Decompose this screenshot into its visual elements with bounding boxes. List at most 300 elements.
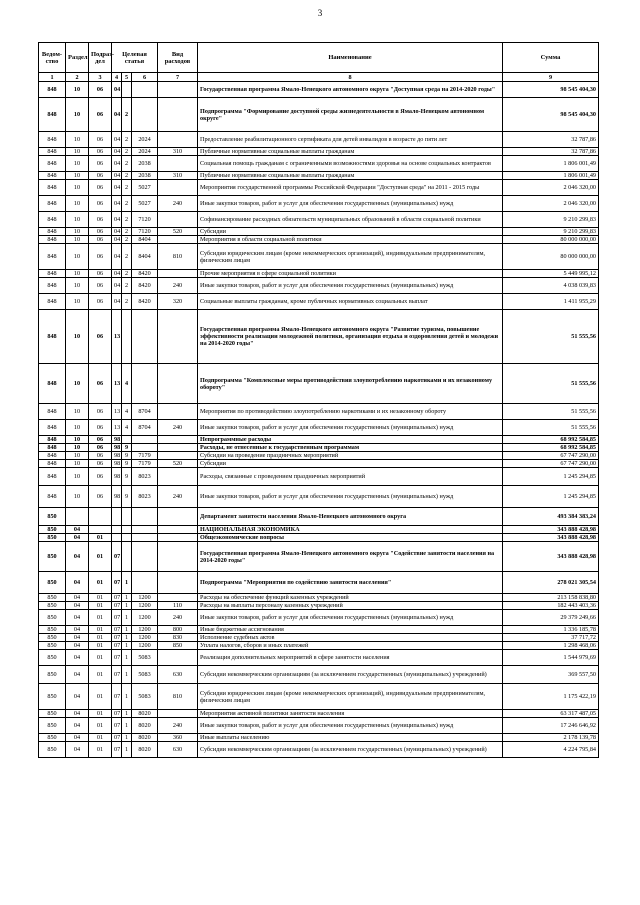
cell-sum: 1 245 294,85 [503,468,599,486]
cell-target-program: 04 [112,148,122,156]
table-row [39,460,599,468]
cell-razdel: 10 [66,132,89,148]
cell-vid [158,468,198,486]
cell-target-subprogram: 1 [122,594,132,602]
cell-name: Иные закупки товаров, работ и услуг для обеспечения государственных (муниципальных) нужд [198,486,503,508]
cell-target-code: 5083 [132,684,158,710]
cell-target-code: 8023 [132,486,158,508]
cell-name: Мероприятия активной политики занятости населения [198,710,503,718]
cell-target-subprogram: 1 [122,626,132,634]
cell-razdel: 10 [66,404,89,420]
cell-razdel: 10 [66,196,89,212]
table-row [39,420,599,436]
cell-name: Прочие мероприятия в сфере социальной политики [198,270,503,278]
cell-razdel: 10 [66,436,89,444]
table-row [39,626,599,634]
cell-target-subprogram [122,526,132,534]
table-row [39,486,599,508]
cell-name: Расходы, связанные с проведением праздничных мероприятий [198,468,503,486]
cell-podrazdel: 01 [89,542,112,572]
cell-name: Подпрограмма "Комплексные меры противодействия злоупотреблению наркотиками и их незаконному обороту" [198,364,503,404]
cell-target-program: 04 [112,156,122,172]
cell-target-program: 04 [112,278,122,294]
cell-podrazdel: 01 [89,626,112,634]
cell-sum: 80 000 000,00 [503,236,599,244]
table-row [39,718,599,734]
cell-podrazdel: 06 [89,196,112,212]
cell-sum: 37 717,72 [503,634,599,642]
cell-target-code: 8420 [132,270,158,278]
cell-vid: 310 [158,172,198,180]
cell-target-program: 04 [112,294,122,310]
cell-ved: 848 [39,82,66,98]
table-row [39,542,599,572]
cell-podrazdel: 01 [89,610,112,626]
cell-target-program: 98 [112,436,122,444]
cell-ved: 848 [39,310,66,364]
cell-target-code: 2038 [132,172,158,180]
cell-target-code: 5083 [132,650,158,666]
cell-podrazdel: 06 [89,132,112,148]
cell-target-program: 04 [112,270,122,278]
cell-target-subprogram: 2 [122,294,132,310]
cell-sum: 1 298 468,06 [503,642,599,650]
cell-target-code [132,572,158,594]
cell-target-program: 13 [112,420,122,436]
cell-target-program: 07 [112,650,122,666]
cell-target-subprogram: 1 [122,610,132,626]
cell-sum: 29 379 249,66 [503,610,599,626]
cell-target-code: 1200 [132,642,158,650]
cell-podrazdel: 06 [89,278,112,294]
cell-name: Иные закупки товаров, работ и услуг для обеспечения государственных (муниципальных) нужд [198,610,503,626]
cell-target-code: 2024 [132,132,158,148]
cell-vid [158,364,198,404]
cell-target-code: 8020 [132,718,158,734]
cell-target-code: 2024 [132,148,158,156]
cell-target-subprogram: 2 [122,278,132,294]
cell-sum: 1 544 979,69 [503,650,599,666]
cell-target-subprogram: 4 [122,420,132,436]
cell-razdel: 10 [66,310,89,364]
cell-target-subprogram: 2 [122,196,132,212]
cell-target-code: 1200 [132,634,158,642]
cell-name: Государственная программа Ямало-Ненецкого автономного округа "Содействие занятости населения на 2014-2020 годы" [198,542,503,572]
cell-target-code: 7120 [132,212,158,228]
cell-name: Иные закупки товаров, работ и услуг для обеспечения государственных (муниципальных) нужд [198,420,503,436]
index-cell: 1 [39,73,66,82]
table-row [39,436,599,444]
index-cell: 5 [122,73,132,82]
cell-target-program: 04 [112,228,122,236]
cell-target-code [132,542,158,572]
cell-razdel: 10 [66,460,89,468]
cell-name: Предоставление реабилитационного сертификата для детей инвалидов в возрасте до пяти лет [198,132,503,148]
cell-podrazdel: 01 [89,710,112,718]
cell-ved: 850 [39,634,66,642]
cell-sum: 68 992 584,85 [503,436,599,444]
cell-sum: 343 888 428,98 [503,534,599,542]
cell-name: Мероприятия государственной программы Российской Федерации "Доступная среда" на 2011 - 2015 годы [198,180,503,196]
cell-ved: 848 [39,148,66,156]
cell-razdel: 04 [66,572,89,594]
cell-razdel: 04 [66,626,89,634]
header-ved: Ведом-ство [39,43,66,73]
cell-podrazdel: 06 [89,468,112,486]
table-row [39,98,599,132]
cell-vid [158,98,198,132]
cell-ved: 848 [39,270,66,278]
cell-target-program: 07 [112,666,122,684]
cell-target-subprogram: 2 [122,180,132,196]
cell-target-program [112,534,122,542]
cell-vid [158,132,198,148]
cell-razdel [66,508,89,526]
cell-razdel: 10 [66,486,89,508]
cell-target-subprogram [122,508,132,526]
cell-razdel: 04 [66,734,89,742]
cell-target-program: 07 [112,718,122,734]
table-row [39,602,599,610]
cell-razdel: 10 [66,444,89,452]
cell-target-subprogram: 2 [122,244,132,270]
cell-target-program: 04 [112,196,122,212]
cell-podrazdel: 06 [89,294,112,310]
cell-target-subprogram: 1 [122,734,132,742]
cell-razdel: 10 [66,180,89,196]
cell-name: Субсидии [198,228,503,236]
cell-target-program: 04 [112,82,122,98]
cell-vid: 830 [158,634,198,642]
cell-target-subprogram: 1 [122,602,132,610]
cell-razdel: 04 [66,710,89,718]
cell-target-code: 7179 [132,452,158,460]
cell-vid [158,650,198,666]
cell-razdel: 04 [66,594,89,602]
cell-target-program: 07 [112,634,122,642]
cell-name: Департамент занятости населения Ямало-Ненецкого автономного округа [198,508,503,526]
cell-target-program: 07 [112,734,122,742]
cell-ved: 848 [39,486,66,508]
cell-podrazdel: 01 [89,572,112,594]
cell-podrazdel [89,526,112,534]
cell-ved: 848 [39,452,66,460]
cell-vid: 240 [158,718,198,734]
table-row [39,310,599,364]
cell-vid: 630 [158,666,198,684]
table-row [39,156,599,172]
cell-name: НАЦИОНАЛЬНАЯ ЭКОНОМИКА [198,526,503,534]
cell-sum: 17 246 646,92 [503,718,599,734]
cell-ved: 850 [39,710,66,718]
cell-razdel: 04 [66,634,89,642]
cell-podrazdel: 01 [89,534,112,542]
table-body [39,82,599,758]
cell-ved: 848 [39,236,66,244]
cell-sum: 9 210 299,83 [503,212,599,228]
table-row [39,364,599,404]
cell-name: Субсидии юридическим лицам (кроме некоммерческих организаций), индивидуальным предпринимателям, физическим лицам [198,244,503,270]
cell-target-code [132,98,158,132]
table-row [39,444,599,452]
cell-ved: 850 [39,684,66,710]
cell-target-subprogram: 2 [122,172,132,180]
cell-ved: 848 [39,98,66,132]
cell-name: Иные выплаты населению [198,734,503,742]
cell-vid [158,212,198,228]
cell-name: Государственная программа Ямало-Ненецкого автономного округа "Доступная среда на 2014-2020 годы" [198,82,503,98]
cell-razdel: 04 [66,642,89,650]
cell-target-program: 07 [112,710,122,718]
cell-target-code: 1200 [132,594,158,602]
cell-name: Государственная программа Ямало-Ненецкого автономного округа "Развитие туризма, повышение эффективности реализации молодежной политики, организация отдыха и оздоровления детей и молодежи на 2014-2020 годы" [198,310,503,364]
cell-target-subprogram: 1 [122,650,132,666]
cell-podrazdel: 06 [89,436,112,444]
cell-target-subprogram: 1 [122,684,132,710]
cell-target-subprogram: 1 [122,642,132,650]
cell-target-code: 1200 [132,610,158,626]
cell-target-program: 07 [112,742,122,758]
cell-target-subprogram [122,436,132,444]
cell-name: Субсидии на проведение праздничных мероприятий [198,452,503,460]
cell-sum: 98 545 404,30 [503,82,599,98]
cell-razdel: 04 [66,718,89,734]
cell-sum: 68 992 584,85 [503,444,599,452]
cell-ved: 850 [39,594,66,602]
cell-vid [158,180,198,196]
index-cell: 3 [89,73,112,82]
cell-target-program: 13 [112,404,122,420]
cell-podrazdel: 01 [89,742,112,758]
cell-razdel: 04 [66,526,89,534]
cell-name: Публичные нормативные социальные выплаты гражданам [198,148,503,156]
cell-target-subprogram: 1 [122,666,132,684]
cell-target-code [132,310,158,364]
cell-sum: 4 224 795,84 [503,742,599,758]
cell-target-subprogram: 9 [122,460,132,468]
cell-podrazdel: 06 [89,486,112,508]
cell-target-subprogram: 4 [122,404,132,420]
cell-sum: 278 021 305,54 [503,572,599,594]
cell-vid: 630 [158,742,198,758]
cell-sum: 2 046 320,00 [503,196,599,212]
cell-podrazdel: 01 [89,734,112,742]
cell-vid: 360 [158,734,198,742]
cell-name: Расходы на выплаты персоналу казенных учреждений [198,602,503,610]
cell-target-code: 5083 [132,666,158,684]
cell-name: Субсидии некоммерческим организациям (за исключением государственных (муниципальных) учреждений) [198,742,503,758]
cell-podrazdel: 06 [89,180,112,196]
cell-sum: 51 555,56 [503,420,599,436]
cell-sum: 343 888 428,98 [503,542,599,572]
cell-razdel: 04 [66,602,89,610]
table-row [39,642,599,650]
cell-target-subprogram: 4 [122,364,132,404]
header-razdel: Раздел [66,43,89,73]
header-row [39,43,599,73]
table-row [39,180,599,196]
cell-ved: 850 [39,602,66,610]
table-row [39,610,599,626]
cell-target-code: 8020 [132,742,158,758]
cell-target-code: 8404 [132,244,158,270]
cell-podrazdel: 01 [89,666,112,684]
cell-target-code: 7179 [132,460,158,468]
cell-name: Иные бюджетные ассигнования [198,626,503,634]
cell-target-subprogram: 2 [122,270,132,278]
cell-ved: 850 [39,742,66,758]
cell-target-subprogram [122,310,132,364]
cell-podrazdel: 06 [89,236,112,244]
table-row [39,734,599,742]
cell-target-subprogram: 9 [122,486,132,508]
cell-vid: 110 [158,602,198,610]
cell-target-program: 13 [112,310,122,364]
cell-podrazdel: 06 [89,82,112,98]
cell-sum: 32 787,86 [503,148,599,156]
cell-ved: 848 [39,180,66,196]
cell-razdel: 10 [66,468,89,486]
cell-ved: 850 [39,542,66,572]
cell-ved: 848 [39,364,66,404]
cell-target-code: 5027 [132,180,158,196]
cell-sum: 2 046 320,00 [503,180,599,196]
cell-vid [158,594,198,602]
cell-target-subprogram: 2 [122,156,132,172]
cell-podrazdel: 06 [89,98,112,132]
cell-name: Подпрограмма "Мероприятия по содействию занятости населения" [198,572,503,594]
cell-ved: 850 [39,642,66,650]
cell-name: Софинансирование расходных обязательств муниципальных образований в области социальной политики [198,212,503,228]
cell-target-code: 1200 [132,602,158,610]
cell-target-program: 13 [112,364,122,404]
cell-podrazdel: 01 [89,634,112,642]
cell-sum: 32 787,86 [503,132,599,148]
cell-ved: 850 [39,610,66,626]
cell-ved: 848 [39,244,66,270]
cell-ved: 850 [39,718,66,734]
cell-razdel: 10 [66,156,89,172]
table-row [39,172,599,180]
cell-sum: 98 545 404,30 [503,98,599,132]
cell-razdel: 04 [66,684,89,710]
cell-podrazdel: 01 [89,650,112,666]
cell-sum: 1 806 001,49 [503,156,599,172]
table-row [39,294,599,310]
table-row [39,666,599,684]
cell-ved: 850 [39,508,66,526]
table-row [39,710,599,718]
cell-name: Расходы, не отнесенные к государственным программам [198,444,503,452]
index-row [39,73,599,82]
cell-name: Публичные нормативные социальные выплаты гражданам [198,172,503,180]
cell-ved: 850 [39,572,66,594]
cell-name: Уплата налогов, сборов и иных платежей [198,642,503,650]
table-row [39,148,599,156]
cell-razdel: 10 [66,364,89,404]
cell-name: Иные закупки товаров, работ и услуг для обеспечения государственных (муниципальных) нужд [198,196,503,212]
cell-ved: 848 [39,172,66,180]
cell-vid [158,526,198,534]
cell-target-program: 04 [112,212,122,228]
header-target: Целевая статья [112,43,158,73]
cell-target-code [132,508,158,526]
cell-target-code: 8420 [132,294,158,310]
cell-sum: 67 747 290,00 [503,452,599,460]
cell-ved: 848 [39,278,66,294]
table-row [39,534,599,542]
cell-target-program: 07 [112,542,122,572]
cell-target-program: 98 [112,460,122,468]
cell-target-subprogram: 1 [122,710,132,718]
table-row [39,82,599,98]
cell-target-program: 98 [112,486,122,508]
cell-razdel: 10 [66,172,89,180]
cell-target-program: 04 [112,98,122,132]
cell-vid: 520 [158,460,198,468]
cell-podrazdel: 06 [89,156,112,172]
cell-razdel: 04 [66,534,89,542]
cell-target-subprogram: 1 [122,634,132,642]
cell-target-program [112,508,122,526]
cell-razdel: 10 [66,270,89,278]
cell-sum: 80 000 000,00 [503,244,599,270]
cell-name: Субсидии [198,460,503,468]
index-cell: 7 [158,73,198,82]
table-row [39,650,599,666]
cell-target-code: 8404 [132,236,158,244]
cell-ved: 850 [39,626,66,634]
cell-ved: 848 [39,420,66,436]
cell-podrazdel: 01 [89,602,112,610]
cell-target-program: 07 [112,626,122,634]
cell-target-program: 07 [112,594,122,602]
cell-target-code [132,526,158,534]
cell-target-subprogram: 1 [122,572,132,594]
cell-sum: 182 443 403,36 [503,602,599,610]
cell-razdel: 10 [66,236,89,244]
cell-target-subprogram: 1 [122,718,132,734]
index-cell: 4 [112,73,122,82]
cell-target-program: 07 [112,610,122,626]
cell-name: Иные закупки товаров, работ и услуг для обеспечения государственных (муниципальных) нужд [198,718,503,734]
cell-vid [158,310,198,364]
cell-target-code [132,364,158,404]
cell-podrazdel: 06 [89,444,112,452]
index-cell: 8 [198,73,503,82]
cell-target-program: 04 [112,244,122,270]
table-row [39,526,599,534]
cell-target-program [112,526,122,534]
cell-target-code: 8704 [132,420,158,436]
cell-vid [158,542,198,572]
cell-podrazdel: 01 [89,684,112,710]
cell-name: Иные закупки товаров, работ и услуг для обеспечения государственных (муниципальных) нужд [198,278,503,294]
table-row [39,404,599,420]
cell-target-program: 98 [112,468,122,486]
cell-vid: 810 [158,684,198,710]
cell-razdel: 10 [66,278,89,294]
table-row [39,684,599,710]
cell-target-code: 8420 [132,278,158,294]
cell-ved: 848 [39,132,66,148]
cell-podrazdel [89,508,112,526]
cell-target-subprogram: 2 [122,148,132,156]
cell-target-subprogram: 2 [122,236,132,244]
cell-target-code: 7120 [132,228,158,236]
header-sum: Сумма [503,43,599,73]
cell-target-subprogram [122,82,132,98]
